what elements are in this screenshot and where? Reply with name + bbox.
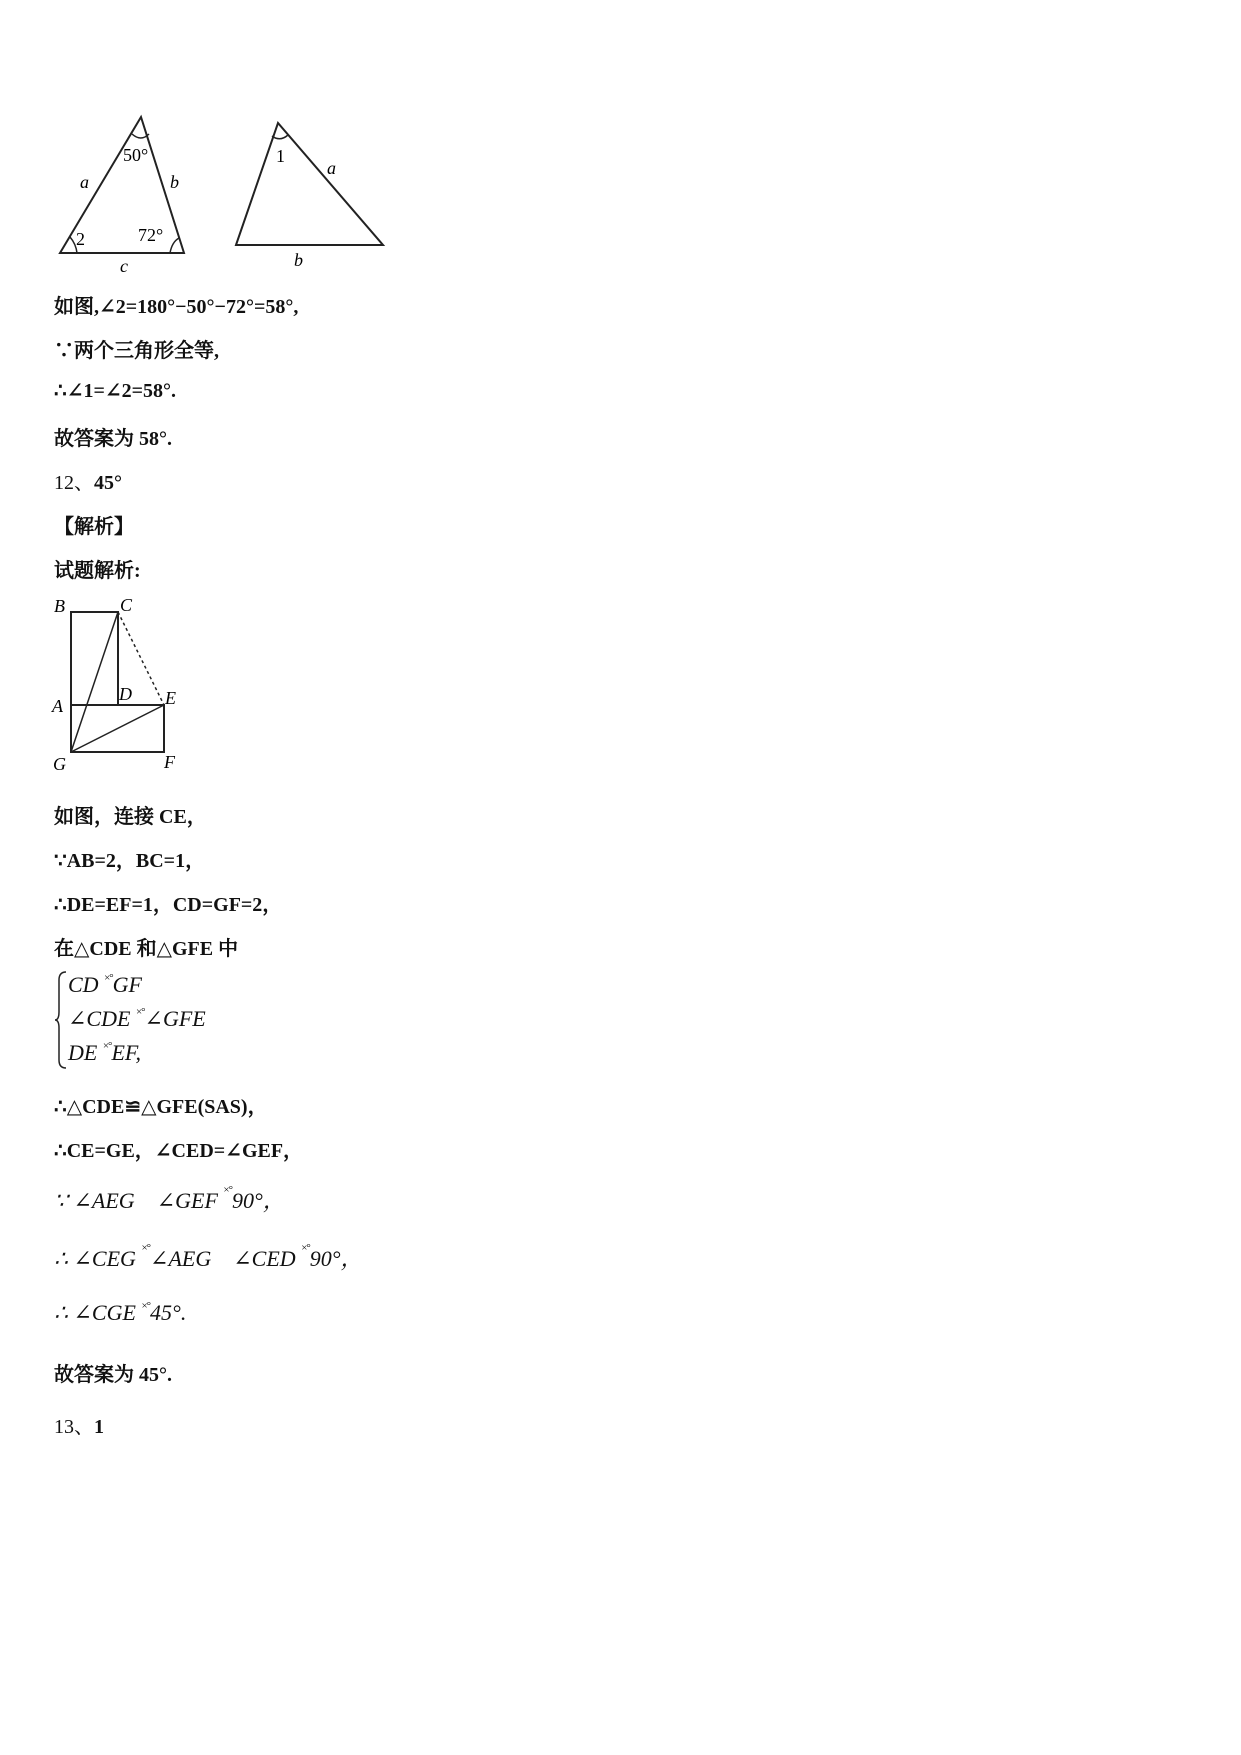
garbled-symbol: ×° <box>102 1040 112 1052</box>
system-row-2 <box>68 1006 206 1032</box>
q13-answer: 1 <box>94 1416 104 1438</box>
figure-triangles <box>50 110 450 290</box>
l8-part-d: 90°， <box>309 1246 363 1271</box>
l7-part-b: ∠GEF <box>156 1188 218 1213</box>
sol12-line-10: 故答案为 45°. <box>54 1364 172 1386</box>
sol11-line-1: 如图,∠2=180°−50°−72°=58°, <box>54 296 299 318</box>
point-D: D <box>119 684 132 704</box>
l8-part-a: ∴ ∠CEG <box>54 1246 136 1271</box>
triangle-2 <box>236 123 383 245</box>
arc-right-1 <box>170 238 179 253</box>
q12-line <box>54 466 122 495</box>
label-b-2: b <box>294 250 303 270</box>
point-F: F <box>164 752 175 772</box>
sol12-line-1: 如图，连接 CE， <box>54 806 207 828</box>
q13-number: 13、 <box>54 1416 94 1438</box>
sol12-line-3: ∴DE=EF=1，CD=GF=2， <box>54 894 283 916</box>
l7-part-c: 90°， <box>232 1188 285 1213</box>
point-E: E <box>165 688 176 708</box>
label-a-2: a <box>327 158 336 178</box>
sys1-left: CD <box>68 972 105 997</box>
l7-part-a: ∵ ∠AEG <box>54 1188 135 1213</box>
label-50deg: 50° <box>123 145 149 165</box>
l9-part-b: 45°. <box>150 1300 187 1325</box>
garbled-symbol: ×° <box>301 1242 310 1254</box>
label-72deg: 72° <box>138 225 164 245</box>
q12-number: 12、 <box>54 472 94 494</box>
q12-answer: 45° <box>94 472 122 494</box>
left-brace <box>54 970 68 1070</box>
point-A: A <box>52 696 63 716</box>
sol11-line-4: 故答案为 58°. <box>54 428 172 450</box>
sol12-line-2: ∵AB=2，BC=1， <box>54 850 206 872</box>
sys2-left: ∠CDE <box>68 1006 136 1031</box>
sol11-line-3: ∴∠1=∠2=58°. <box>54 380 177 402</box>
l8-part-c: ∠CED <box>233 1246 296 1271</box>
garbled-symbol: ×° <box>141 1242 151 1254</box>
sol12-line-5: ∴△CDE≌△GFE(SAS)， <box>54 1096 268 1118</box>
figure-rectangles <box>48 592 198 777</box>
sys2-right: ∠GFE <box>144 1006 206 1031</box>
sol12-line-6: ∴CE=GE，∠CED=∠GEF， <box>54 1140 304 1162</box>
l9-part-a: ∴ ∠CGE <box>54 1300 136 1325</box>
analysis-heading: 【解析】 <box>54 516 134 538</box>
point-B: B <box>54 596 65 616</box>
sol12-line-7 <box>54 1184 285 1215</box>
point-G: G <box>53 754 66 774</box>
sys3-right: EF, <box>111 1040 141 1065</box>
sol12-line-4: 在△CDE 和△GFE 中 <box>54 938 239 960</box>
point-C: C <box>120 595 133 615</box>
garbled-symbol: ×° <box>223 1184 233 1196</box>
garbled-symbol: ×° <box>104 972 113 984</box>
sys3-left: DE <box>68 1040 103 1065</box>
label-b-1: b <box>170 172 179 192</box>
sol11-line-2: ∵两个三角形全等, <box>54 340 219 362</box>
l8-part-b: ∠AEG <box>150 1246 212 1271</box>
trial-heading: 试题解析: <box>54 560 141 582</box>
label-angle-1: 1 <box>276 146 285 166</box>
system-row-1 <box>68 972 142 998</box>
sol12-line-9 <box>54 1300 186 1326</box>
q13-line <box>54 1410 104 1439</box>
garbled-symbol: ×° <box>135 1006 145 1018</box>
label-a-1: a <box>80 172 89 192</box>
label-c-1: c <box>120 256 128 276</box>
system-row-3 <box>68 1040 141 1066</box>
sol12-line-8 <box>54 1242 363 1273</box>
sys1-right: GF <box>112 972 142 997</box>
garbled-symbol: ×° <box>141 1300 151 1312</box>
rect-ABCD <box>71 612 118 705</box>
label-angle-2: 2 <box>76 229 85 249</box>
